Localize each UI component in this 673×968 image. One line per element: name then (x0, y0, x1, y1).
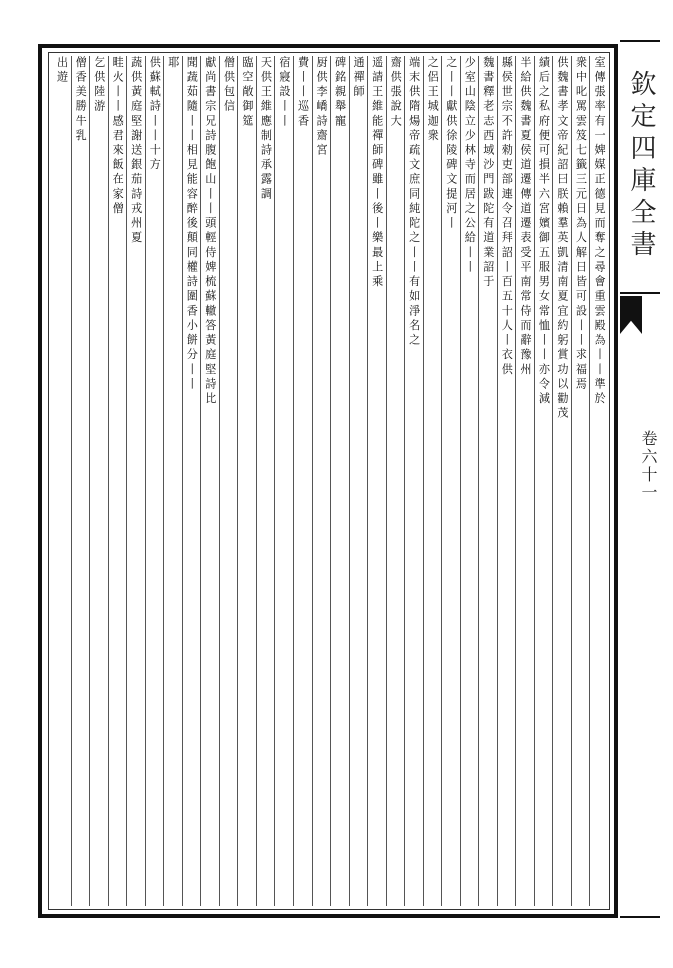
margin-rule-mid (620, 292, 660, 294)
text-column: 獻尚書宗兄詩腹飽山丨丨頭輕侍婢梳蘇轍答黃庭堅詩比 (200, 56, 219, 906)
text-column: 聞蔬茹隨丨丨相見能容醉後顛同權詩圍香小餅分丨丨 (182, 56, 201, 906)
text-column: 室傳張率有一婢媒正德見而奪之尋會重雲殿為丨丨準於 (589, 56, 608, 906)
text-column: 出遊 (55, 56, 69, 86)
text-column: 少室山陰立少林寺而居之公給丨丨 (460, 56, 479, 906)
text-column: 碑銘親舉寵 (330, 56, 349, 906)
text-column: 之侶王城迦衆 (423, 56, 442, 906)
text-column: 供蘇軾詩丨丨十方 (145, 56, 164, 906)
text-column: 厨供李嶠詩齋宮 (312, 56, 331, 906)
text-column: 耶 (163, 56, 182, 906)
text-column: 魏書釋老志西域沙門跋陀有道業詔于 (478, 56, 497, 906)
text-column: 宿寢設丨丨 (274, 56, 293, 906)
text-column: 之丨丨獻供徐陵碑文提河丨 (441, 56, 460, 906)
text-column: 遥請王維能禪師碑雖丨後丨樂最上乘 (367, 56, 386, 906)
text-column: 畦火丨丨感君來飯在家僧 (108, 56, 127, 906)
text-column: 績后之私府便可損半六宮嬪御五服男女常恤丨丨亦令減 (534, 56, 553, 906)
book-title: 欽定四庫全書 (626, 70, 656, 262)
text-column: 臨空敞御筵 (237, 56, 256, 906)
text-column: 供魏書孝文帝紀詔曰朕賴羣英凱清南夏宜約躬賞功以勸茂 (552, 56, 571, 906)
text-column: 僧香美勝牛乳 (71, 56, 90, 906)
margin-rule-top (620, 40, 660, 42)
text-column: 僧供包信 (219, 56, 238, 906)
text-column: 縣侯世宗不許勑吏部連令召拜詔丨百五十人丨衣供 (497, 56, 516, 906)
text-column: 費丨丨巡香 (293, 56, 312, 906)
text-column: 通禪師 (349, 56, 368, 906)
volume-label: 卷六十一 (639, 430, 658, 502)
text-column: 蔬供黃庭堅謝送銀茄詩戎州夏 (126, 56, 145, 906)
text-column: 乞供陸游 (89, 56, 108, 906)
text-column: 齋供張說大 (386, 56, 405, 906)
text-columns (52, 56, 608, 906)
text-column: 半給供魏書夏侯道遷傳道遷表受平南常侍而辭豫州 (515, 56, 534, 906)
text-column: 端末供隋煬帝疏文庶同純陀之丨丨有如淨名之 (404, 56, 423, 906)
text-column: 天供王維應制詩承露調 (256, 56, 275, 906)
margin-rule-bottom (620, 916, 660, 918)
text-column: 衆中叱罵雲笈七籤三元日為人解日皆可設丨丨求福焉 (571, 56, 590, 906)
